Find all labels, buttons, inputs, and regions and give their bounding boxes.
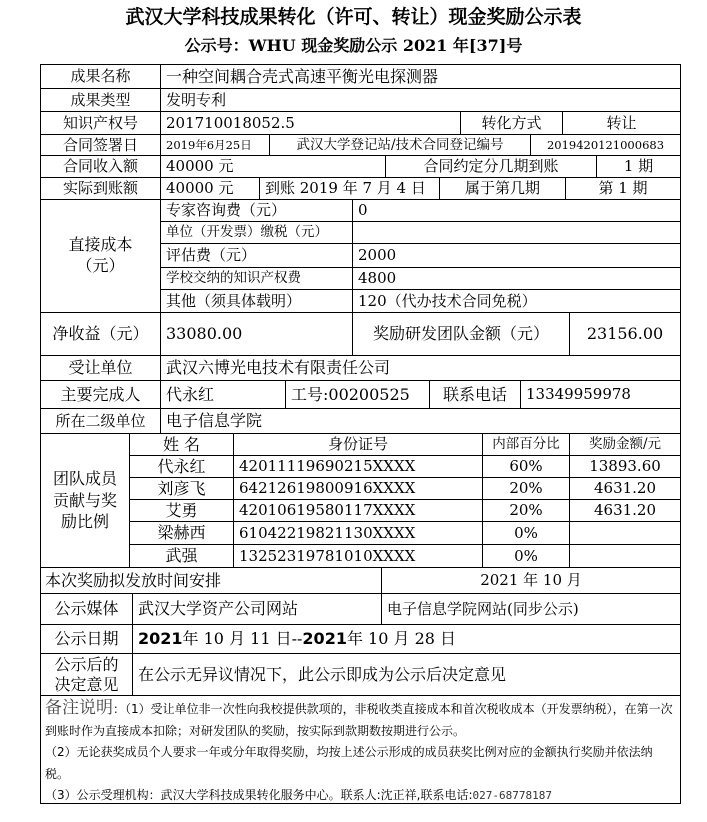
notes-lead: 备注说明 [45, 698, 113, 718]
team-row-id: 64212619800916XXXX [233, 477, 483, 500]
period-value [132, 624, 681, 654]
leader-name: 代永红 [160, 380, 286, 409]
cost-eval-label: 评估费（元） [160, 243, 353, 268]
received-date: 到账 2019 年 7 月 4 日 [259, 177, 440, 200]
team-row-amount: 4631.20 [569, 477, 681, 500]
cost-other-value: 120（代办技术合同免税） [352, 289, 681, 313]
team-row-pct: 0% [482, 544, 570, 568]
team-row-amount: 13893.60 [569, 455, 681, 478]
mode-label: 转化方式 [460, 111, 563, 135]
contact-phone: 027-68778187 [472, 789, 553, 802]
team-row-pct: 20% [482, 499, 570, 522]
mode-value: 转让 [562, 111, 681, 135]
team-row-amount: 4631.20 [569, 499, 681, 522]
media-label: 公示媒体 [40, 593, 133, 625]
unit-label: 所在二级单位 [40, 408, 161, 434]
notice-number: 公示号：WHU 现金奖励公示 2021 年[37]号 [184, 36, 523, 55]
schedule-label: 本次奖励拟发放时间安排 [40, 567, 382, 594]
unit-value: 电子信息学院 [160, 408, 681, 434]
note-3-text: （3）公示受理机构：武汉大学科技成果转化服务中心。联系人:沈正祥,联系电话: [45, 788, 473, 802]
which-period-label: 属于第几期 [439, 177, 566, 200]
sign-value: 2019年6月25日 [160, 134, 270, 156]
cost-ip-fee-label: 学校交纳的知识产权费 [160, 267, 353, 290]
notes-colon: ： [113, 702, 126, 716]
period-label: 公示日期 [40, 624, 133, 654]
award-label: 奖励研发团队金额（元） [352, 312, 570, 356]
team-row-amount [569, 521, 681, 545]
ip-label: 知识产权号 [40, 111, 161, 135]
cost-tax-label: 单位（开发票）缴税（元） [160, 221, 353, 244]
cost-eval-value: 2000 [352, 243, 681, 268]
team-row-amount [569, 544, 681, 568]
team-row-pct: 20% [482, 477, 570, 500]
periods-value: 1 期 [596, 155, 681, 178]
note-1-text: （1）受让单位非一次性向我校提供款项的，非税收类直接成本和首次税收成本（开发票纳税），在第一次到账时作为直接成本扣除；对研发团队的奖励，按实际到款期数按期进行公示。 [45, 702, 673, 738]
team-row-name: 代永红 [129, 455, 234, 478]
note-2: （2）无论获奖成员个人要求一年或分年取得奖励，均按上述公示形成的成员获奖比例对应的金额执行奖励并依法纳税。 [45, 745, 653, 781]
received-label: 实际到账额 [40, 177, 161, 200]
note-3 [45, 785, 676, 807]
team-row-pct: 0% [482, 521, 570, 545]
cost-expert-value: 0 [352, 199, 681, 222]
net-label: 净收益（元） [40, 312, 161, 356]
schedule-value: 2021 年 10 月 [381, 567, 681, 594]
transferee-label: 受让单位 [40, 355, 161, 381]
decision-label: 公示后的决定意见 [40, 653, 133, 696]
phone-label: 联系电话 [429, 380, 521, 409]
which-period-value: 第 1 期 [565, 177, 681, 200]
team-row-name: 艾勇 [129, 499, 234, 522]
team-row-id: 13252319781010XXXX [233, 544, 483, 568]
direct-cost-label: 直接成本（元） [40, 199, 161, 313]
period-end-year: 2021 [302, 629, 347, 649]
team-row-pct: 60% [482, 455, 570, 478]
team-row-name: 梁赫西 [129, 521, 234, 545]
team-col-name: 姓 名 [129, 433, 234, 456]
media-primary: 武汉大学资产公司网站 [132, 593, 382, 625]
team-col-pct: 内部百分比 [482, 433, 570, 456]
received-value: 40000 元 [160, 177, 260, 200]
cost-other-label: 其他（须具体载明） [160, 289, 353, 313]
award-value: 23156.00 [569, 312, 681, 356]
name-label: 成果名称 [40, 64, 161, 89]
reg-label: 武汉大学登记站/技术合同登记编号 [269, 134, 531, 156]
cost-expert-label: 专家咨询费（元） [160, 199, 353, 222]
period-start-rest: 年 10 月 11 日-- [182, 629, 303, 649]
type-value: 发明专利 [160, 88, 681, 112]
income-label: 合同收入额 [40, 155, 161, 178]
team-col-id: 身份证号 [233, 433, 483, 456]
period-start-year: 2021 [138, 629, 183, 649]
decision-value: 在公示无异议情况下，此公示即成为公示后决定意见 [132, 653, 681, 696]
type-label: 成果类型 [40, 88, 161, 112]
period-end-rest: 年 10 月 28 日 [346, 629, 457, 649]
team-row-id: 42010619580117XXXX [233, 499, 483, 522]
team-row-name: 武强 [129, 544, 234, 568]
team-col-amount: 奖励金额/元 [569, 433, 681, 456]
document-title: 武汉大学科技成果转化（许可、转让）现金奖励公示表 [125, 6, 582, 28]
reg-value: 2019420121000683 [530, 134, 681, 156]
phone-value: 13349959978 [520, 380, 681, 409]
name-value: 一种空间耦合壳式高速平衡光电探测器 [160, 64, 681, 89]
leader-staff-id: 工号:00200525 [285, 380, 430, 409]
sign-label: 合同签署日 [40, 134, 161, 156]
team-row-id: 42011119690215XXXX [233, 455, 483, 478]
transferee-value: 武汉六博光电技术有限责任公司 [160, 355, 681, 381]
periods-label: 合同约定分几期到账 [385, 155, 597, 178]
net-value: 33080.00 [160, 312, 353, 356]
income-value: 40000 元 [160, 155, 386, 178]
ip-value: 201710018052.5 [160, 111, 461, 135]
leader-label: 主要完成人 [40, 380, 161, 409]
media-secondary: 电子信息学院网站(同步公示) [381, 593, 681, 625]
team-row-id: 61042219821130XXXX [233, 521, 483, 545]
cost-tax-value [352, 221, 681, 244]
cost-ip-fee-value: 4800 [352, 267, 681, 290]
note-1 [45, 698, 676, 742]
team-label: 团队成员贡献与奖励比例 [40, 433, 130, 568]
team-row-name: 刘彦飞 [129, 477, 234, 500]
notes-section [40, 695, 681, 804]
